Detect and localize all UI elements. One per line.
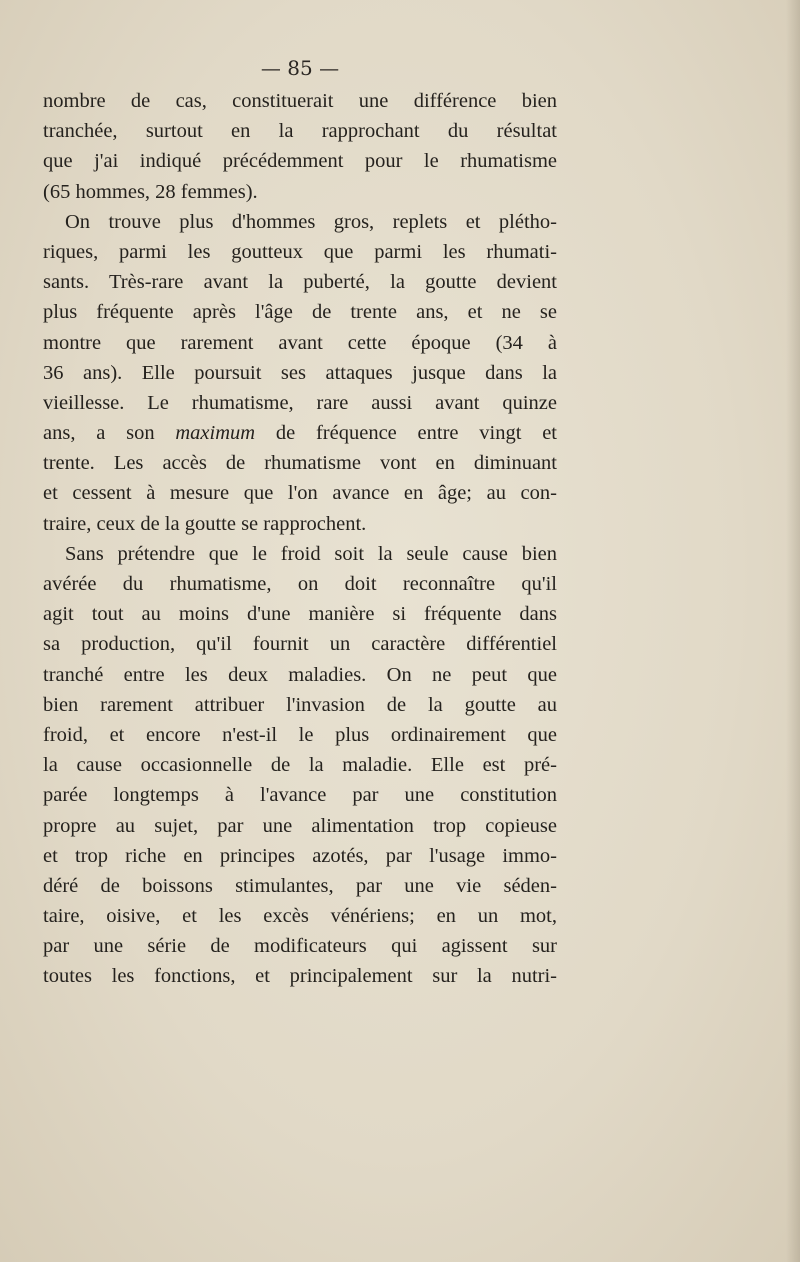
text-line: déré de boissons stimulantes, par une vie séden-	[43, 874, 557, 897]
text-line: sa production, qu'il fournit un caractère différentiel	[43, 633, 557, 656]
text-line: traire, ceux de la goutte se rapprochent.	[43, 512, 367, 535]
text-line: par une série de modificateurs qui agissent sur	[43, 935, 557, 958]
text-line: avérée du rhumatisme, on doit reconnaître qu'il	[43, 573, 557, 595]
text-line: agit tout au moins d'une manière si fréquente dans	[43, 603, 557, 626]
text-line: propre au sujet, par une alimentation trop copieuse	[43, 814, 557, 837]
text-line: nombre de cas, constituerait une différence bien	[43, 90, 557, 112]
text-line: toutes les fonctions, et principalement sur la nutri-	[43, 965, 557, 988]
text-line: tranchée, surtout en la rapprochant du résultat	[43, 120, 557, 143]
text-line: montre que rarement avant cette époque (34 à	[43, 331, 557, 354]
text-segment: de fréquence entre vingt et	[275, 422, 558, 445]
text-line: et cessent à mesure que l'on avance en âge; au con-	[43, 482, 557, 505]
page-edge-shadow	[786, 0, 800, 1262]
text-line-with-italic	[43, 418, 557, 448]
text-line: sants. Très-rare avant la puberté, la goutte devient	[43, 271, 557, 294]
text-line: que j'ai indiqué précédemment pour le rhumatisme	[43, 150, 557, 173]
text-line: tranché entre les deux maladies. On ne peut que	[43, 663, 557, 686]
text-line: On trouve plus d'hommes gros, replets et plétho-	[65, 210, 557, 233]
text-line: trente. Les accès de rhumatisme vont en diminuant	[43, 452, 557, 475]
text-line: taire, oisive, et les excès vénériens; en un mot,	[43, 905, 557, 928]
text-line: bien rarement attribuer l'invasion de la goutte au	[43, 693, 557, 716]
text-line: 36 ans). Elle poursuit ses attaques jusque dans la	[43, 361, 557, 384]
text-line: plus fréquente après l'âge de trente ans, et ne se	[43, 301, 557, 324]
body-text	[43, 86, 557, 992]
page-number: — 85 —	[260, 56, 340, 80]
text-line: vieillesse. Le rhumatisme, rare aussi avant quinze	[43, 391, 557, 414]
text-line: Sans prétendre que le froid soit la seule cause bien	[65, 542, 557, 565]
text-line: parée longtemps à l'avance par une constitution	[43, 784, 557, 807]
italic-term: maximum	[175, 422, 256, 445]
text-line: (65 hommes, 28 femmes).	[43, 180, 258, 203]
text-line: froid, et encore n'est-il le plus ordinairement que	[43, 723, 557, 746]
text-line: la cause occasionnelle de la maladie. Elle est pré-	[43, 754, 557, 777]
text-segment: ans, a son	[43, 422, 155, 445]
text-line: riques, parmi les goutteux que parmi les rhumati-	[43, 240, 557, 263]
text-line: et trop riche en principes azotés, par l'usage immo-	[43, 844, 557, 867]
